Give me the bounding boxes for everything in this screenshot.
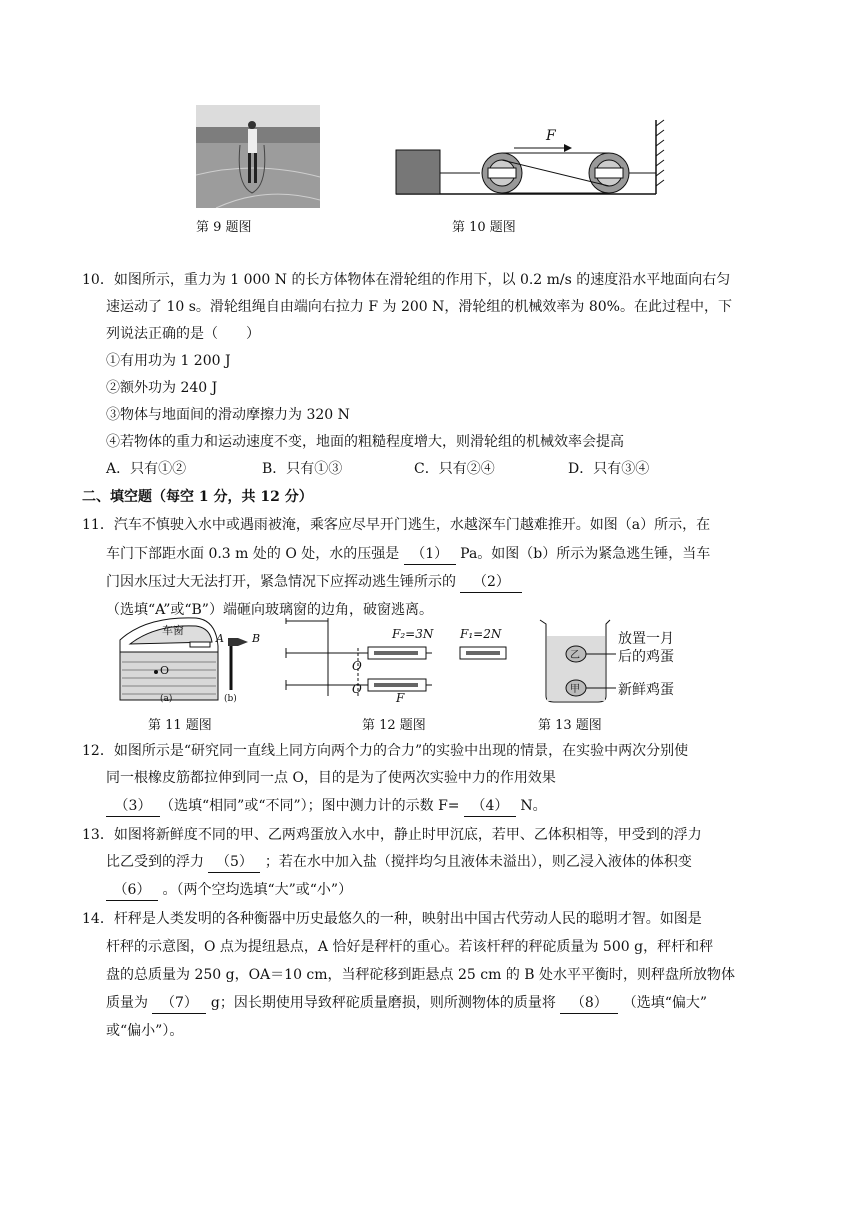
fig13-label-1: 放置一月 xyxy=(618,631,674,647)
q14-line4 xyxy=(106,993,707,1014)
fig12-diagram xyxy=(282,612,512,705)
fig11-sub-a: (a) xyxy=(160,694,173,704)
q14-line3: 盘的总质量为 250 g，OA＝10 cm，当秤砣移到距悬点 25 cm 的 B 处水平平衡时，则秤盘所放物体 xyxy=(106,967,736,983)
fig13-diagram xyxy=(538,616,688,706)
fig9-caption: 第 9 题图 xyxy=(196,220,252,235)
q13-line1: 13．如图将新鲜度不同的甲、乙两鸡蛋放入水中，静止时甲沉底，若甲、乙体积相等，甲受到的浮力 xyxy=(82,827,702,843)
q12-line3-a: （选填“相同”或“不同”）；图中测力计的示数 F= xyxy=(160,798,464,814)
fig12-f-label: F xyxy=(396,691,405,705)
fig12-f1-label: F₁=2N xyxy=(460,627,502,641)
q11-line3 xyxy=(106,572,522,593)
q11-line2-a: 车门下部距水面 0.3 m 处的 O 处，水的压强是 xyxy=(106,546,404,562)
q14-line4-a: 质量为 xyxy=(106,995,153,1011)
q13-blank-6[interactable]: （6） xyxy=(106,880,158,901)
fig13-label-3: 新鲜鸡蛋 xyxy=(618,682,674,698)
fig10-force-label: F xyxy=(546,128,556,144)
fig11-sub-b: (b) xyxy=(224,694,237,704)
q12-blank-4[interactable]: （4） xyxy=(464,796,516,817)
q10-statement-3: ③物体与地面间的滑动摩擦力为 320 N xyxy=(106,407,350,423)
fig9-photo xyxy=(196,105,320,208)
q11-line2-b: Pa。如图（b）所示为紧急逃生锤，当车 xyxy=(455,546,711,562)
fig13-jia-label: 甲 xyxy=(570,684,580,695)
fig11-o-label: O xyxy=(160,664,170,677)
q10-option-a: A．只有①② xyxy=(106,461,187,477)
q12-line3-b: N。 xyxy=(515,798,547,814)
q11-line2 xyxy=(106,544,710,565)
fig10-diagram xyxy=(394,118,669,200)
fig11-a-label: A xyxy=(216,632,224,645)
q11-line1: 11．汽车不慎驶入水中或遇雨被淹，乘客应尽早开门逃生，水越深车门越难推开。如图（a）所示，在 xyxy=(82,517,711,533)
q14-line4-b: g；因长期使用导致秤砣质量磨损，则所测物体的质量将 xyxy=(206,995,561,1011)
fig12-caption: 第 12 题图 xyxy=(362,718,426,733)
q13-line2 xyxy=(106,852,692,873)
q10-statement-2: ②额外功为 240 J xyxy=(106,380,218,396)
q10-option-c: C．只有②④ xyxy=(414,461,495,477)
q13-blank-5[interactable]: （5） xyxy=(208,852,260,873)
fig13-caption: 第 13 题图 xyxy=(538,718,602,733)
q13-line3 xyxy=(106,880,352,901)
fig13-yi-label: 乙 xyxy=(570,650,580,661)
q12-blank-3[interactable]: （3） xyxy=(106,796,160,817)
fig10-caption: 第 10 题图 xyxy=(452,220,516,235)
q14-line2: 杆秤的示意图，O 点为提纽悬点，A 恰好是秤杆的重心。若该杆秤的秤砣质量为 500 g，秤杆和秤 xyxy=(106,939,714,955)
q13-line2-a: 比乙受到的浮力 xyxy=(106,854,209,870)
q14-line5: 或“偏小”）。 xyxy=(106,1023,184,1039)
q10-option-d: D．只有③④ xyxy=(568,461,650,477)
q11-line3-a: 门因水压过大无法打开，紧急情况下应挥动逃生锤所示的 xyxy=(106,574,461,590)
q12-line1: 12．如图所示是“研究同一直线上同方向两个力的合力”的实验中出现的情景，在实验中两次分别使 xyxy=(82,743,689,759)
q13-line3-b: 。（两个空均选填“大”或“小”） xyxy=(158,882,353,898)
fig11-b-label: B xyxy=(252,632,261,645)
fig12-o1-label: O xyxy=(352,659,362,673)
q14-blank-8[interactable]: （8） xyxy=(560,993,618,1014)
q13-line2-b: ；若在水中加入盐（搅拌均匀且液体未溢出），则乙浸入液体的体积变 xyxy=(260,854,692,870)
q10-statement-4: ④若物体的重力和运动速度不变，地面的粗糙程度增大，则滑轮组的机械效率会提高 xyxy=(106,434,624,450)
q10-line2: 速运动了 10 s。滑轮组绳自由端向右拉力 F 为 200 N，滑轮组的机械效率为 80%。在此过程中，下 xyxy=(106,299,732,315)
q12-line3 xyxy=(106,796,547,817)
q14-line1: 14．杆秤是人类发明的各种衡器中历史最悠久的一种，映射出中国古代劳动人民的聪明才智。如图是 xyxy=(82,911,702,927)
q10-line1: 10．如图所示，重力为 1 000 N 的长方体物体在滑轮组的作用下，以 0.2 m/s 的速度沿水平地面向右匀 xyxy=(82,272,731,288)
fig12-f2-label: F₂=3N xyxy=(392,627,434,641)
q11-line4: （选填“A”或“B”）端砸向玻璃窗的边角，破窗逃离。 xyxy=(106,602,433,618)
q10-line3: 列说法正确的是（ ） xyxy=(106,326,260,342)
fig11-window-label: 车窗 xyxy=(162,624,184,637)
q10-option-b: B．只有①③ xyxy=(262,461,343,477)
q14-line4-c: （选填“偏大” xyxy=(618,995,708,1011)
q11-blank-2[interactable]: （2） xyxy=(460,572,522,593)
q10-statement-1: ①有用功为 1 200 J xyxy=(106,353,231,369)
section-2-heading: 二、填空题（每空 1 分，共 12 分） xyxy=(82,489,313,505)
fig11-diagram xyxy=(116,610,266,710)
q14-blank-7[interactable]: （7） xyxy=(152,993,206,1014)
fig12-o2-label: O xyxy=(352,682,362,696)
fig11-caption: 第 11 题图 xyxy=(148,718,212,733)
q12-line2: 同一根橡皮筋都拉伸到同一点 O，目的是为了使两次实验中力的作用效果 xyxy=(106,770,556,786)
fig13-label-2: 后的鸡蛋 xyxy=(618,649,674,665)
q11-blank-1[interactable]: （1） xyxy=(404,544,456,565)
